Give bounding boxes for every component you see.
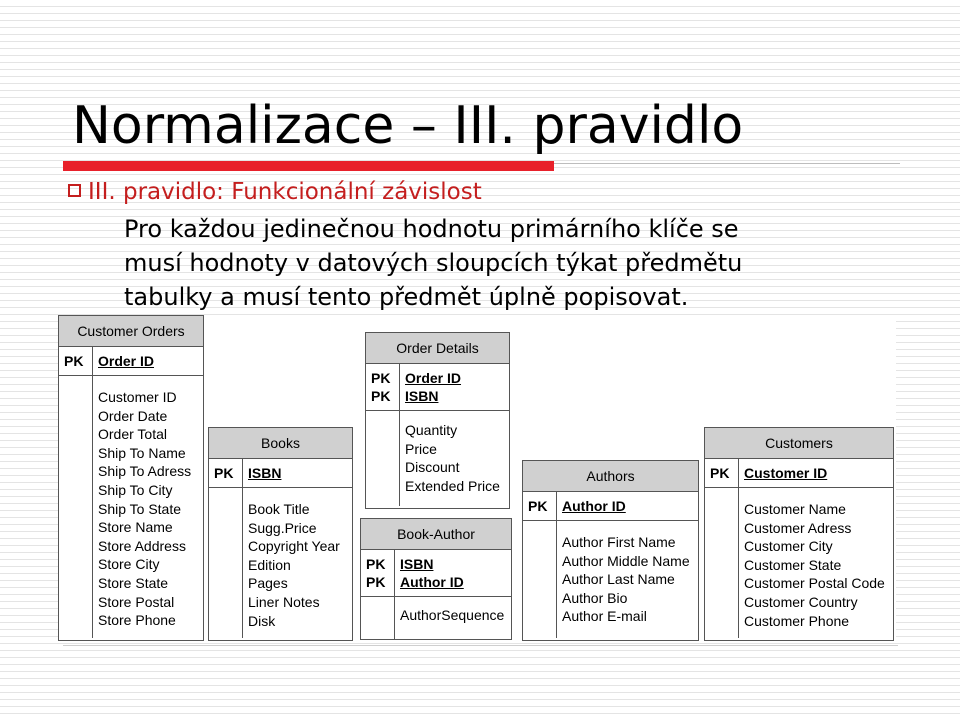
field: Order Date — [98, 407, 168, 424]
pk-label: PK — [710, 465, 730, 481]
pk-column — [523, 492, 557, 520]
field: Ship To City — [98, 481, 173, 498]
body-line: tabulky a musí tento předmět úplně popisovat. — [124, 283, 689, 311]
field: Store Address — [98, 537, 186, 554]
field: Customer Postal Code — [744, 575, 885, 592]
field: Pages — [248, 575, 288, 592]
key-field: Order ID — [405, 370, 462, 386]
pk-spacer — [209, 488, 243, 638]
field-list — [739, 488, 885, 638]
title-underline-red — [63, 161, 554, 171]
field: Quantity — [405, 422, 458, 438]
field: Customer Name — [744, 501, 846, 517]
bullet-square-icon — [68, 184, 81, 197]
bullet-heading: III. pravidlo: Funkcionální závislost — [88, 179, 482, 205]
pk-row — [209, 459, 352, 488]
key-field: Order ID — [98, 353, 155, 369]
pk-spacer — [361, 597, 395, 639]
pk-label: PK — [528, 498, 548, 514]
pk-label: PK — [371, 388, 391, 404]
pk-column — [209, 459, 243, 487]
pk-row — [705, 459, 893, 488]
field: Customer Phone — [744, 612, 850, 629]
er-diagram — [58, 315, 896, 643]
pk-spacer — [59, 376, 93, 638]
table-name: Books — [209, 428, 352, 459]
pk-column — [59, 347, 93, 375]
table-customer-orders — [58, 315, 204, 641]
field: Ship To Adress — [98, 463, 192, 480]
pk-row — [59, 347, 203, 376]
pk-column — [705, 459, 739, 487]
pk-label: PK — [214, 465, 234, 481]
field: Disk — [248, 612, 276, 629]
pk-label: PK — [366, 556, 386, 572]
table-book-author — [360, 518, 512, 640]
field: Author Last Name — [562, 571, 675, 588]
pk-label: PK — [371, 370, 391, 386]
table-name: Order Details — [366, 333, 509, 364]
field: Store State — [98, 574, 169, 591]
pk-spacer — [523, 521, 557, 638]
field: Book Title — [248, 501, 310, 517]
field: Liner Notes — [248, 593, 320, 610]
body-line: Pro každou jedinečnou hodnotu primárního klíče se — [124, 215, 739, 243]
field-list — [400, 411, 500, 506]
field: Copyright Year — [248, 538, 340, 555]
key-field: Author ID — [400, 574, 464, 590]
key-field: ISBN — [400, 556, 434, 572]
key-field: Customer ID — [744, 465, 828, 481]
field: Sugg.Price — [248, 519, 317, 536]
field: Author E-mail — [562, 608, 647, 625]
fields-row — [366, 411, 509, 506]
pk-label: PK — [366, 574, 386, 590]
field: Order Total — [98, 426, 167, 443]
table-authors — [522, 460, 699, 641]
bottom-divider — [63, 645, 898, 646]
fields-row — [209, 488, 352, 638]
field: Customer Adress — [744, 519, 852, 536]
field: Store Postal — [98, 593, 175, 610]
table-customers — [704, 427, 894, 641]
field: Customer City — [744, 538, 833, 555]
field: Author Middle Name — [562, 552, 690, 569]
pk-label: PK — [64, 353, 84, 369]
table-name: Book-Author — [361, 519, 511, 550]
pk-spacer — [366, 411, 400, 506]
field: Ship To State — [98, 500, 182, 517]
pk-column — [366, 364, 400, 410]
key-column — [243, 459, 281, 487]
field: Store City — [98, 556, 160, 573]
pk-row — [366, 364, 509, 411]
body-line: musí hodnoty v datových sloupcích týkat předmětu — [124, 249, 743, 277]
fields-row — [361, 597, 511, 639]
field-list — [243, 488, 340, 638]
field: AuthorSequence — [400, 607, 505, 623]
pk-row — [361, 550, 511, 597]
field: Author Bio — [562, 589, 628, 606]
slide-title: Normalizace – III. pravidlo — [72, 96, 744, 156]
field-list — [93, 376, 191, 638]
key-field: Author ID — [562, 498, 626, 514]
table-books — [208, 427, 353, 641]
field: Discount — [405, 459, 460, 476]
table-order-details — [365, 332, 510, 509]
pk-spacer — [705, 488, 739, 638]
key-column — [739, 459, 827, 487]
table-name: Customers — [705, 428, 893, 459]
field-list — [395, 597, 504, 639]
key-field: ISBN — [405, 388, 439, 404]
field: Customer Country — [744, 593, 858, 610]
key-field: ISBN — [248, 465, 282, 481]
field: Store Name — [98, 519, 173, 536]
field: Customer State — [744, 556, 842, 573]
body-text — [124, 212, 904, 314]
pk-column — [361, 550, 395, 596]
fields-row — [523, 521, 698, 638]
field-list — [557, 521, 690, 638]
field: Store Phone — [98, 612, 176, 629]
field: Customer ID — [98, 389, 177, 405]
key-column — [557, 492, 626, 520]
fields-row — [59, 376, 203, 638]
title-underline-gray — [554, 163, 900, 164]
fields-row — [705, 488, 893, 638]
field: Extended Price — [405, 477, 500, 494]
table-name: Authors — [523, 461, 698, 492]
key-column — [395, 550, 464, 596]
pk-row — [523, 492, 698, 521]
field: Ship To Name — [98, 444, 186, 461]
field: Author First Name — [562, 534, 676, 550]
field: Edition — [248, 556, 291, 573]
key-column — [400, 364, 461, 410]
table-name: Customer Orders — [59, 316, 203, 347]
key-column — [93, 347, 154, 375]
field: Price — [405, 440, 437, 457]
